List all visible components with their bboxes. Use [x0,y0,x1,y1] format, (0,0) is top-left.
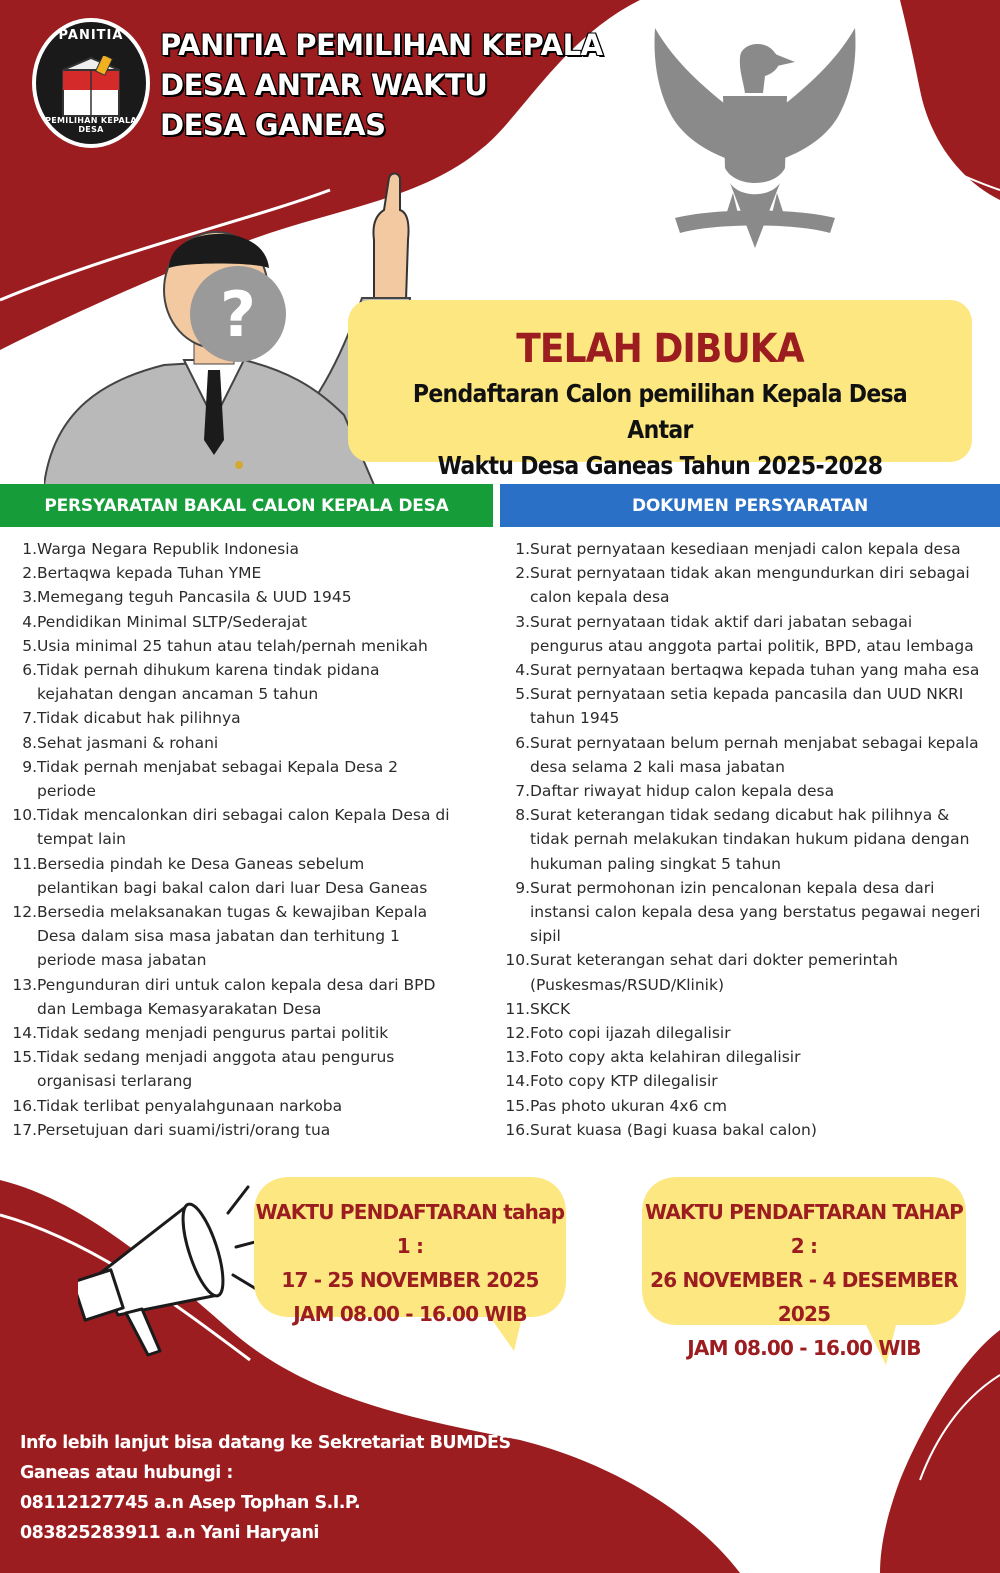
list-item-text [37,634,486,658]
list-item-text [530,1045,997,1069]
list-item-line: Pengunduran diri untuk calon kepala desa dari BPD [37,975,436,994]
list-item-line: tidak pernah melakukan tindakan hukum pidana dengan [530,830,970,849]
list-item-text [530,1021,997,1045]
title-line-1: PANITIA PEMILIHAN KEPALA [160,28,603,62]
stage-2-dates: 26 NOVEMBER - 4 DESEMBER 2025 [650,1268,958,1326]
list-item-number: 4. [22,612,37,631]
logo-bottom-text: PEMILIHAN KEPALA DESA [45,116,137,134]
stage-2-hours: JAM 08.00 - 16.00 WIB [687,1336,921,1360]
list-item-line: organisasi terlarang [37,1072,193,1091]
stage-1-label: WAKTU PENDAFTARAN tahap 1 : [255,1200,565,1258]
list-item-text [530,803,997,876]
list-item [8,1021,486,1045]
election-committee-logo [32,18,150,148]
list-item-line: Bersedia melaksanakan tugas & kewajiban Kepala [37,903,428,922]
garuda-pancasila-icon [635,18,875,268]
list-item-text [37,610,486,634]
requirements-list [8,537,486,1142]
list-item-text [37,803,486,851]
megaphone-icon [78,1175,278,1365]
list-item [8,852,486,900]
stage-2-label: WAKTU PENDAFTARAN TAHAP 2 : [645,1200,963,1258]
list-item [502,731,997,779]
list-item-line: Daftar riwayat hidup calon kepala desa [530,782,835,801]
list-item-line: Surat keterangan tidak sedang dicabut hak pilihnya & [530,806,950,825]
list-item-text [37,1021,486,1045]
list-item-line: Surat pernyataan setia kepada pancasila dan UUD NKRI [530,685,964,704]
list-item-number: 5. [515,685,530,704]
list-item [8,803,486,851]
list-item-line: Warga Negara Republik Indonesia [37,540,300,558]
list-item-number: 3. [22,588,37,607]
list-item-line: Surat pernyataan belum pernah menjabat sebagai kepala [530,733,979,752]
list-item-line: Usia minimal 25 tahun atau telah/pernah menikah [37,636,428,655]
list-item-line: periode [37,782,96,801]
list-item-line: Surat keterangan sehat dari dokter pemerintah [530,951,898,970]
list-item [502,1021,997,1045]
list-item [502,658,997,682]
list-item-line: Foto copi ijazah dilegalisir [530,1024,731,1043]
list-item-line: pelantikan bagi bakal calon dari luar Desa Ganeas [37,878,428,897]
list-item-line: Persetujuan dari suami/istri/orang tua [37,1120,331,1139]
contact-phone-1: 08112127745 a.n Asep Tophan S.I.P. [20,1493,361,1513]
list-item-number: 4. [515,661,530,680]
title-line-3: DESA GANEAS [160,108,386,142]
list-item-text [37,900,486,973]
list-item [502,1069,997,1093]
list-item-line: Tidak pernah dihukum karena tindak pidana [37,661,380,680]
list-item-text [37,731,486,755]
list-item [8,731,486,755]
list-item [8,755,486,803]
list-item-line: hukuman paling singkat 5 tahun [530,854,781,873]
list-item [8,610,486,634]
list-item [8,1118,486,1142]
list-item-number: 10. [505,951,530,970]
list-item-text [530,1118,997,1142]
list-item-line: (Puskesmas/RSUD/Klinik) [530,975,724,994]
list-item [8,973,486,1021]
list-item-line: SKCK [530,999,571,1018]
list-item-text [530,1094,997,1118]
announcement-headline: TELAH DIBUKA [516,326,804,372]
list-item-text [37,1094,486,1118]
list-item [8,585,486,609]
list-item-number: 12. [12,903,37,922]
list-item-text [37,561,486,585]
logo-top-text: PANITIA [58,28,124,43]
list-item-number: 8. [22,733,37,752]
organization-title [160,25,603,145]
list-item-line: dan Lembaga Kemasyarakatan Desa [37,999,322,1018]
list-item [502,682,997,730]
list-item-line: periode masa jabatan [37,951,207,970]
list-item-number: 14. [12,1024,37,1043]
list-item-text [37,755,486,803]
list-item-line: desa selama 2 kali masa jabatan [530,757,785,776]
list-item-text [530,537,997,561]
ballot-box-icon [59,56,123,118]
list-item-line: Surat pernyataan kesediaan menjadi calon kepala desa [530,540,961,558]
list-item-line: Pas photo ukuran 4x6 cm [530,1096,727,1115]
list-item-line: Memegang teguh Pancasila & UUD 1945 [37,588,352,607]
stage-1-dates: 17 - 25 NOVEMBER 2025 [281,1268,539,1292]
list-item-line: Surat pernyataan tidak akan mengundurkan diri sebagai [530,564,970,583]
contact-info [20,1428,511,1548]
list-item [502,1045,997,1069]
list-item-number: 8. [515,806,530,825]
list-item [8,634,486,658]
list-item-number: 15. [12,1048,37,1067]
list-item-text [530,731,997,779]
documents-list [502,537,997,1142]
list-item-number: 6. [22,661,37,680]
list-item-line: Foto copy KTP dilegalisir [530,1072,718,1091]
list-item [8,658,486,706]
list-item-number: 6. [515,733,530,752]
list-item [502,876,997,949]
list-item-line: Bersedia pindah ke Desa Ganeas sebelum [37,854,365,873]
list-item-number: 13. [12,975,37,994]
list-item-text [530,1069,997,1093]
list-item [8,537,486,561]
list-item [8,706,486,730]
list-item-line: Surat pernyataan tidak aktif dari jabatan sebagai [530,612,913,631]
list-item-line: Tidak mencalonkan diri sebagai calon Kepala Desa di [37,806,450,825]
list-item-line: Tidak sedang menjadi pengurus partai politik [37,1024,389,1043]
list-item-line: Tidak pernah menjabat sebagai Kepala Desa 2 [37,757,399,776]
list-item-line: Tidak dicabut hak pilihnya [37,709,241,728]
list-item-number: 15. [505,1096,530,1115]
list-item [502,561,997,609]
registration-stage-2-bubble [638,1173,970,1368]
registration-stage-1-bubble [250,1173,570,1353]
list-item-number: 14. [505,1072,530,1091]
list-item-number: 17. [12,1120,37,1139]
list-item-number: 11. [12,854,37,873]
list-item-number: 9. [515,878,530,897]
list-item-number: 2. [515,564,530,583]
list-item [8,900,486,973]
list-item-number: 12. [505,1024,530,1043]
stage-1-hours: JAM 08.00 - 16.00 WIB [293,1302,527,1326]
list-item-number: 16. [12,1096,37,1115]
contact-line-1: Info lebih lanjut bisa datang ke Sekretariat BUMDES [20,1433,511,1453]
announcement-box [348,300,972,480]
list-item-line: Surat permohonan izin pencalonan kepala desa dari [530,878,935,897]
announcement-subline-1: Pendaftaran Calon pemilihan Kepala Desa Antar [412,379,908,444]
svg-text:?: ? [220,278,256,351]
list-item-text [530,610,997,658]
list-item-line: Sehat jasmani & rohani [37,733,219,752]
list-item-number: 16. [505,1120,530,1139]
list-item-line: Surat pernyataan bertaqwa kepada tuhan yang maha esa [530,661,980,680]
list-item [502,803,997,876]
list-item-line: sipil [530,927,561,946]
list-item-number: 10. [12,806,37,825]
list-item [502,537,997,561]
contact-phone-2: 083825283911 a.n Yani Haryani [20,1523,319,1543]
list-item-number: 7. [515,782,530,801]
list-item-line: calon kepala desa [530,588,670,607]
list-item-line: tahun 1945 [530,709,620,728]
announcement-subline-2: Waktu Desa Ganeas Tahun 2025-2028 [437,451,883,480]
list-item-line: Desa dalam sisa masa jabatan dan terhitung 1 [37,927,400,946]
list-item-number: 9. [22,757,37,776]
list-item-text [37,973,486,1021]
list-item-number: 3. [515,612,530,631]
list-item [502,1094,997,1118]
list-item-line: Tidak terlibat penyalahgunaan narkoba [37,1096,343,1115]
list-item-text [37,537,486,561]
list-item-number: 5. [22,636,37,655]
list-item [8,1045,486,1093]
requirements-heading: PERSYARATAN BAKAL CALON KEPALA DESA [0,484,493,527]
list-item-number: 13. [505,1048,530,1067]
list-item-line: Foto copy akta kelahiran dilegalisir [530,1048,801,1067]
list-item-line: instansi calon kepala desa yang berstatus pegawai negeri [530,903,981,922]
list-item-text [37,658,486,706]
list-item [502,997,997,1021]
list-item-number: 11. [505,999,530,1018]
list-item-line: Surat kuasa (Bagi kuasa bakal calon) [530,1120,817,1139]
list-item-line: Bertaqwa kepada Tuhan YME [37,564,262,583]
list-item-text [37,706,486,730]
list-item-line: kejahatan dengan ancaman 5 tahun [37,685,319,704]
list-item [502,779,997,803]
list-item-text [530,682,997,730]
list-item-text [37,585,486,609]
list-item-text [37,1118,486,1142]
list-item-number: 7. [22,709,37,728]
list-item-text [530,779,997,803]
list-item [8,561,486,585]
contact-line-2: Ganeas atau hubungi : [20,1463,233,1483]
list-item-line: pengurus atau anggota partai politik, BPD, atau lembaga [530,636,974,655]
list-item [502,610,997,658]
list-item-line: tempat lain [37,830,126,849]
title-line-2: DESA ANTAR WAKTU [160,68,488,102]
list-item-text [530,997,997,1021]
list-item-text [530,948,997,996]
list-item-text [37,852,486,900]
list-item [502,1118,997,1142]
list-item-text [37,1045,486,1093]
list-item-number: 1. [22,540,37,558]
list-item-text [530,876,997,949]
documents-heading: DOKUMEN PERSYARATAN [500,484,1000,527]
list-item [502,948,997,996]
list-item-line: Tidak sedang menjadi anggota atau pengurus [37,1048,395,1067]
list-item [8,1094,486,1118]
list-item-text [530,561,997,609]
list-item-text [530,658,997,682]
list-item-number: 2. [22,564,37,583]
list-item-line: Pendidikan Minimal SLTP/Sederajat [37,612,307,631]
list-item-number: 1. [515,540,530,558]
